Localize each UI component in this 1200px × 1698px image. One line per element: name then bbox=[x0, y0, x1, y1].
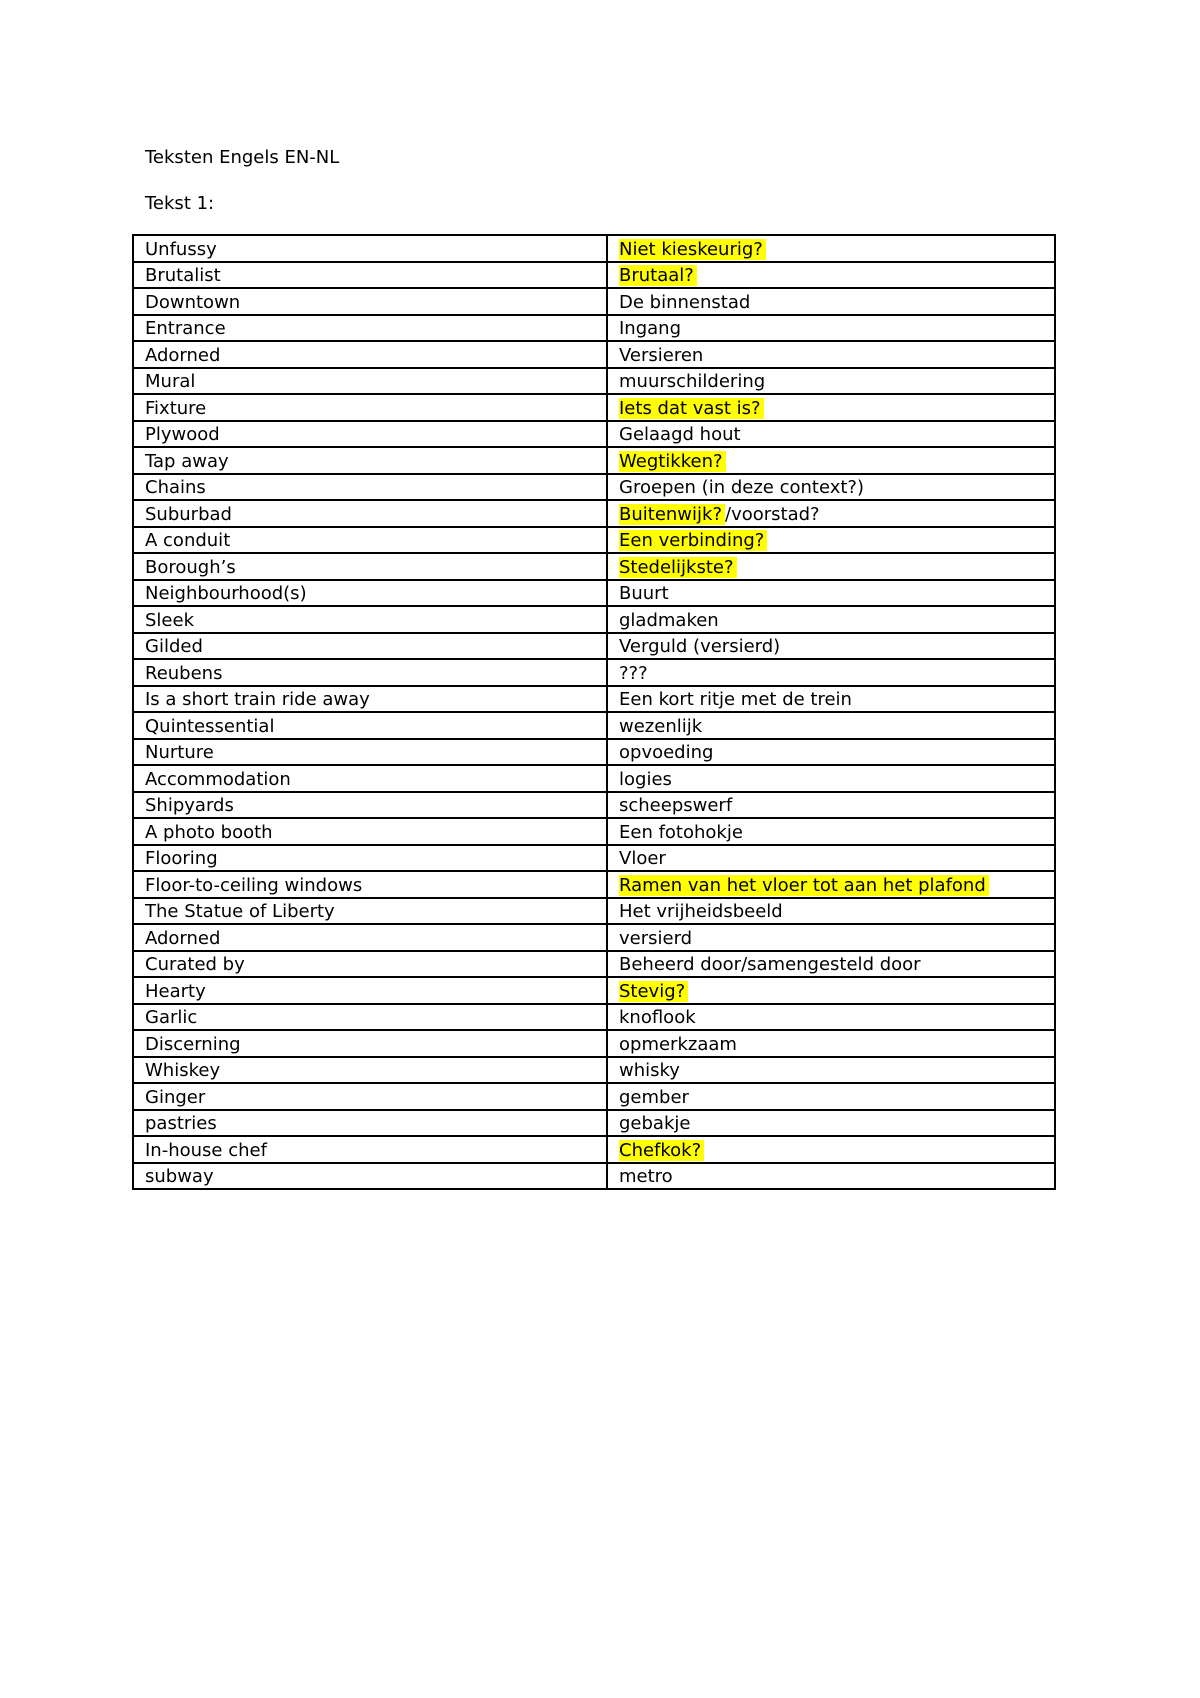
dutch-translation-cell bbox=[607, 871, 1055, 898]
dutch-translation: Vloer bbox=[619, 848, 666, 869]
dutch-translation-highlighted: Niet kieskeurig? bbox=[619, 239, 766, 260]
dutch-translation-cell bbox=[607, 765, 1055, 792]
english-term-cell bbox=[133, 792, 607, 819]
dutch-translation: Versieren bbox=[619, 344, 704, 366]
table-row bbox=[133, 977, 1055, 1004]
english-term-cell bbox=[133, 447, 607, 474]
table-row bbox=[133, 659, 1055, 686]
table-row bbox=[133, 1163, 1055, 1190]
english-term: Borough’s bbox=[145, 556, 236, 578]
dutch-translation: gladmaken bbox=[619, 609, 719, 631]
english-term-cell bbox=[133, 739, 607, 766]
vocabulary-table-body bbox=[133, 235, 1055, 1189]
english-term-cell bbox=[133, 712, 607, 739]
dutch-translation: Beheerd door/samengesteld door bbox=[619, 954, 921, 975]
english-term: A conduit bbox=[145, 530, 231, 551]
english-term: Entrance bbox=[145, 318, 226, 339]
dutch-translation: metro bbox=[619, 1166, 673, 1187]
dutch-translation-cell bbox=[607, 315, 1055, 342]
dutch-translation-cell bbox=[607, 924, 1055, 951]
english-term-cell bbox=[133, 580, 607, 607]
dutch-translation-cell bbox=[607, 845, 1055, 872]
dutch-translation-cell bbox=[607, 580, 1055, 607]
english-term: Neighbourhood(s) bbox=[145, 583, 307, 604]
dutch-translation: Gelaagd hout bbox=[619, 424, 741, 445]
english-term-cell bbox=[133, 606, 607, 633]
table-row bbox=[133, 765, 1055, 792]
document-subtitle: Tekst 1: bbox=[145, 193, 215, 214]
english-term: Whiskey bbox=[145, 1060, 221, 1081]
dutch-translation-cell bbox=[607, 792, 1055, 819]
table-row bbox=[133, 315, 1055, 342]
table-row bbox=[133, 1004, 1055, 1031]
table-row bbox=[133, 871, 1055, 898]
english-term: Reubens bbox=[145, 662, 223, 684]
table-row bbox=[133, 527, 1055, 554]
english-term: Garlic bbox=[145, 1007, 198, 1028]
english-term-cell bbox=[133, 341, 607, 368]
english-term: Flooring bbox=[145, 848, 218, 869]
dutch-translation: Een fotohokje bbox=[619, 821, 743, 843]
dutch-translation: logies bbox=[619, 768, 672, 790]
table-row bbox=[133, 235, 1055, 262]
table-row bbox=[133, 500, 1055, 527]
dutch-translation-cell bbox=[607, 1136, 1055, 1163]
english-term: Adorned bbox=[145, 344, 221, 366]
dutch-translation-cell bbox=[607, 1030, 1055, 1057]
english-term: Downtown bbox=[145, 291, 241, 313]
dutch-translation-cell bbox=[607, 712, 1055, 739]
english-term-cell bbox=[133, 262, 607, 289]
dutch-translation: opvoeding bbox=[619, 742, 714, 763]
table-row bbox=[133, 368, 1055, 395]
english-term: Plywood bbox=[145, 424, 220, 445]
dutch-translation-cell bbox=[607, 235, 1055, 262]
english-term-cell bbox=[133, 977, 607, 1004]
english-term-cell bbox=[133, 500, 607, 527]
dutch-translation-highlighted: Chefkok? bbox=[619, 1140, 704, 1161]
english-term: Quintessential bbox=[145, 715, 275, 737]
english-term-cell bbox=[133, 845, 607, 872]
vocabulary-table bbox=[132, 234, 1056, 1190]
english-term-cell bbox=[133, 1083, 607, 1110]
english-term-cell bbox=[133, 288, 607, 315]
english-term-cell bbox=[133, 235, 607, 262]
dutch-translation-cell bbox=[607, 474, 1055, 501]
english-term: Gilded bbox=[145, 636, 203, 657]
dutch-translation: whisky bbox=[619, 1060, 680, 1081]
dutch-translation: opmerkzaam bbox=[619, 1033, 737, 1055]
table-row bbox=[133, 341, 1055, 368]
table-row bbox=[133, 474, 1055, 501]
dutch-translation: versierd bbox=[619, 927, 693, 949]
dutch-translation-highlighted: Stevig? bbox=[619, 981, 688, 1002]
english-term: Accommodation bbox=[145, 768, 291, 790]
table-row bbox=[133, 818, 1055, 845]
english-term: Nurture bbox=[145, 742, 214, 763]
dutch-translation: gebakje bbox=[619, 1113, 691, 1134]
dutch-translation-cell bbox=[607, 633, 1055, 660]
dutch-translation-cell bbox=[607, 527, 1055, 554]
table-row bbox=[133, 553, 1055, 580]
english-term: Adorned bbox=[145, 927, 221, 949]
dutch-translation-cell bbox=[607, 447, 1055, 474]
table-row bbox=[133, 898, 1055, 925]
english-term: Ginger bbox=[145, 1086, 206, 1108]
english-term: Sleek bbox=[145, 609, 194, 631]
english-term: Shipyards bbox=[145, 795, 234, 816]
dutch-translation-highlighted: Wegtikken? bbox=[619, 451, 726, 472]
english-term: Brutalist bbox=[145, 265, 221, 286]
english-term: A photo booth bbox=[145, 821, 273, 843]
english-term-cell bbox=[133, 686, 607, 713]
english-term: Unfussy bbox=[145, 238, 217, 260]
dutch-translation: muurschildering bbox=[619, 371, 766, 392]
dutch-translation: ??? bbox=[619, 662, 648, 684]
english-term: Suburbad bbox=[145, 503, 232, 525]
dutch-translation-cell bbox=[607, 659, 1055, 686]
table-row bbox=[133, 845, 1055, 872]
english-term-cell bbox=[133, 1004, 607, 1031]
dutch-translation-cell bbox=[607, 606, 1055, 633]
table-row bbox=[133, 951, 1055, 978]
english-term-cell bbox=[133, 315, 607, 342]
dutch-translation-cell bbox=[607, 1057, 1055, 1084]
dutch-translation-cell bbox=[607, 739, 1055, 766]
dutch-translation: wezenlijk bbox=[619, 715, 703, 737]
dutch-translation-extra: /voorstad? bbox=[725, 503, 820, 525]
table-row bbox=[133, 394, 1055, 421]
dutch-translation-cell bbox=[607, 262, 1055, 289]
table-row bbox=[133, 712, 1055, 739]
dutch-translation-cell bbox=[607, 288, 1055, 315]
table-row bbox=[133, 1110, 1055, 1137]
table-row bbox=[133, 288, 1055, 315]
english-term: Floor-to-ceiling windows bbox=[145, 874, 363, 896]
dutch-translation-cell bbox=[607, 368, 1055, 395]
dutch-translation-cell bbox=[607, 686, 1055, 713]
dutch-translation-highlighted: Brutaal? bbox=[619, 265, 697, 286]
english-term: Is a short train ride away bbox=[145, 689, 370, 710]
english-term-cell bbox=[133, 421, 607, 448]
english-term-cell bbox=[133, 951, 607, 978]
english-term: Fixture bbox=[145, 397, 207, 419]
table-row bbox=[133, 421, 1055, 448]
english-term: subway bbox=[145, 1166, 214, 1187]
english-term-cell bbox=[133, 1110, 607, 1137]
english-term-cell bbox=[133, 474, 607, 501]
english-term-cell bbox=[133, 368, 607, 395]
dutch-translation-cell bbox=[607, 394, 1055, 421]
dutch-translation-highlighted: Ramen van het vloer tot aan het plafond bbox=[619, 875, 989, 896]
dutch-translation: Buurt bbox=[619, 583, 669, 604]
dutch-translation: De binnenstad bbox=[619, 291, 751, 313]
table-row bbox=[133, 686, 1055, 713]
dutch-translation-cell bbox=[607, 341, 1055, 368]
table-row bbox=[133, 580, 1055, 607]
english-term-cell bbox=[133, 765, 607, 792]
dutch-translation-cell bbox=[607, 1083, 1055, 1110]
english-term-cell bbox=[133, 659, 607, 686]
table-row bbox=[133, 739, 1055, 766]
english-term: Tap away bbox=[145, 450, 229, 472]
dutch-translation-cell bbox=[607, 1004, 1055, 1031]
english-term-cell bbox=[133, 1136, 607, 1163]
table-row bbox=[133, 262, 1055, 289]
dutch-translation: knoflook bbox=[619, 1007, 696, 1028]
table-row bbox=[133, 633, 1055, 660]
english-term-cell bbox=[133, 553, 607, 580]
table-row bbox=[133, 792, 1055, 819]
english-term: Discerning bbox=[145, 1033, 241, 1055]
english-term-cell bbox=[133, 818, 607, 845]
english-term: In-house chef bbox=[145, 1139, 267, 1161]
dutch-translation-cell bbox=[607, 500, 1055, 527]
table-row bbox=[133, 1136, 1055, 1163]
english-term: pastries bbox=[145, 1113, 217, 1134]
english-term-cell bbox=[133, 1057, 607, 1084]
dutch-translation-highlighted: Buitenwijk? bbox=[619, 504, 725, 525]
dutch-translation-cell bbox=[607, 898, 1055, 925]
table-row bbox=[133, 1083, 1055, 1110]
english-term-cell bbox=[133, 924, 607, 951]
english-term-cell bbox=[133, 633, 607, 660]
dutch-translation: Een kort ritje met de trein bbox=[619, 689, 852, 710]
dutch-translation: Het vrijheidsbeeld bbox=[619, 901, 783, 922]
english-term: Chains bbox=[145, 477, 206, 498]
dutch-translation-highlighted: Stedelijkste? bbox=[619, 557, 737, 578]
dutch-translation-cell bbox=[607, 1163, 1055, 1190]
dutch-translation-cell bbox=[607, 818, 1055, 845]
english-term: Hearty bbox=[145, 980, 206, 1002]
dutch-translation-cell bbox=[607, 1110, 1055, 1137]
table-row bbox=[133, 606, 1055, 633]
english-term-cell bbox=[133, 1163, 607, 1190]
dutch-translation-cell bbox=[607, 951, 1055, 978]
table-row bbox=[133, 1057, 1055, 1084]
english-term: Curated by bbox=[145, 954, 245, 975]
dutch-translation: Groepen (in deze context?) bbox=[619, 477, 864, 498]
table-row bbox=[133, 447, 1055, 474]
document-title: Teksten Engels EN-NL bbox=[145, 147, 340, 168]
english-term-cell bbox=[133, 394, 607, 421]
english-term-cell bbox=[133, 527, 607, 554]
english-term: The Statue of Liberty bbox=[145, 901, 335, 922]
english-term-cell bbox=[133, 898, 607, 925]
dutch-translation: scheepswerf bbox=[619, 795, 733, 816]
dutch-translation-cell bbox=[607, 421, 1055, 448]
dutch-translation-cell bbox=[607, 553, 1055, 580]
dutch-translation: Ingang bbox=[619, 318, 682, 339]
english-term-cell bbox=[133, 1030, 607, 1057]
dutch-translation-highlighted: Iets dat vast is? bbox=[619, 398, 764, 419]
english-term-cell bbox=[133, 871, 607, 898]
dutch-translation-highlighted: Een verbinding? bbox=[619, 530, 767, 551]
dutch-translation: gember bbox=[619, 1086, 689, 1108]
dutch-translation-cell bbox=[607, 977, 1055, 1004]
table-row bbox=[133, 924, 1055, 951]
english-term: Mural bbox=[145, 371, 196, 392]
table-row bbox=[133, 1030, 1055, 1057]
dutch-translation: Verguld (versierd) bbox=[619, 636, 781, 657]
